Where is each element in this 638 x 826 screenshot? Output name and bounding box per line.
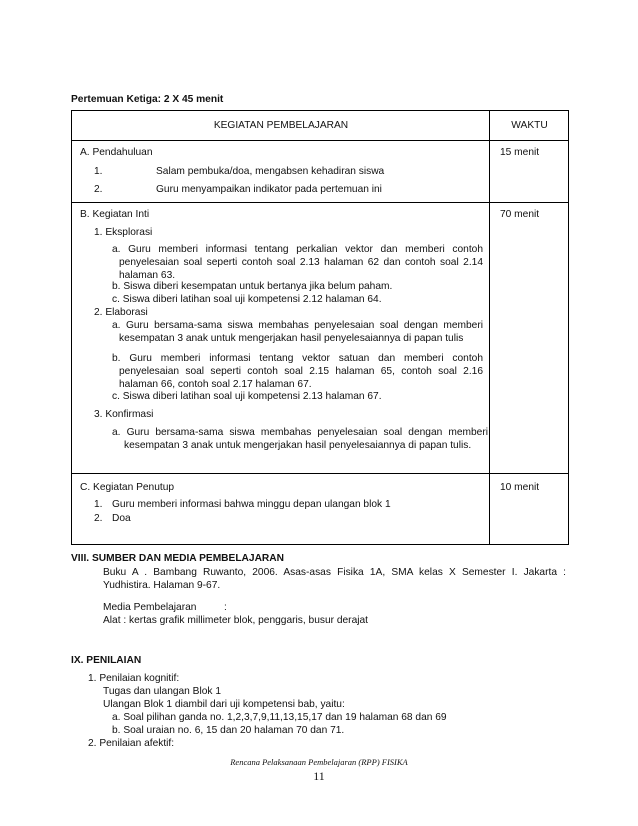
intro-item-text: Salam pembuka/doa, mengabsen kehadiran siswa [156, 166, 385, 177]
section9-item2: 2. Penilaian afektif: [88, 738, 175, 749]
section8-book-line1: Buku A . Bambang Ruwanto, 2006. Asas-asas Fisika 1A, SMA kelas X Semester I. Jakarta : [103, 567, 566, 578]
table-row-core [72, 203, 569, 474]
section9-item1-b-b: b. Soal uraian no. 6, 15 dan 20 halaman 70 dan 71. [112, 725, 345, 736]
intro-title: A. Pendahuluan [80, 147, 153, 158]
section8-media-label: Media Pembelajaran [103, 602, 197, 613]
intro-item-num: 1. [94, 166, 103, 177]
section9-item1-a: Tugas dan ulangan Blok 1 [103, 686, 221, 697]
page-number: 11 [313, 769, 325, 783]
header-time: WAKTU [511, 120, 548, 131]
section9-item1-b: Ulangan Blok 1 diambil dari uji kompetensi bab, yaitu: [103, 699, 345, 710]
section9-item1: 1. Penilaian kognitif: [88, 673, 180, 684]
closing-time: 10 menit [500, 482, 540, 493]
activity-table [71, 110, 569, 545]
section8-title: VIII. SUMBER DAN MEDIA PEMBELAJARAN [71, 553, 285, 564]
intro-item-text: Guru menyampaikan indikator pada pertemuan ini [156, 184, 382, 195]
closing-item-num: 1. [94, 499, 103, 510]
table-row-closing [72, 474, 569, 545]
core-exp-c: c. Siswa diberi latihan soal uji kompetensi 2.12 halaman 64. [112, 294, 382, 305]
closing-title: C. Kegiatan Penutup [80, 482, 175, 493]
section8-book-line2: Yudhistira. Halaman 9-67. [103, 580, 221, 591]
section9-item1-b-a: a. Soal pilihan ganda no. 1,2,3,7,9,11,13,15,17 dan 19 halaman 68 dan 69 [112, 712, 447, 723]
table-header-row [72, 111, 569, 141]
section8-media-colon: : [224, 602, 227, 613]
header-activity: KEGIATAN PEMBELAJARAN [213, 120, 349, 131]
core-exploration: 1. Eksplorasi [94, 227, 153, 238]
core-elab-c: c. Siswa diberi latihan soal uji kompetensi 2.13 halaman 67. [112, 391, 382, 402]
intro-item-num: 2. [94, 184, 103, 195]
meeting-title: Pertemuan Ketiga: 2 X 45 menit [71, 94, 224, 105]
core-title: B. Kegiatan Inti [80, 209, 150, 220]
footer-caption: Rencana Pelaksanaan Pembelajaran (RPP) FISIKA [230, 757, 408, 767]
table-row-intro [72, 141, 569, 203]
closing-item-num: 2. [94, 513, 103, 524]
core-exp-b: b. Siswa diberi kesempatan untuk bertanya jika belum paham. [112, 281, 393, 292]
core-time: 70 menit [500, 209, 540, 220]
closing-item-text: Doa [112, 513, 131, 524]
core-elab-a: a. Guru bersama-sama siswa membahas penyelesaian soal dengan memberi kesempatan 3 anak untuk mengerjakan hasil penyelesaiannya di papan tulis [112, 320, 483, 344]
core-exp-a: a. Guru memberi informasi tentang perkalian vektor dan memberi contoh penyelesaian soal seperti contoh soal 2.13 halaman 62 dan contoh soal 2.14 halaman 63. [112, 244, 483, 281]
core-elaboration: 2. Elaborasi [94, 307, 148, 318]
core-elab-b: b. Guru memberi informasi tentang vektor satuan dan memberi contoh penyelesaian soal seperti contoh soal 2.15 halaman 65, contoh soal 2.16 halaman 66, contoh soal 2.17 halaman 67. [112, 353, 483, 390]
intro-time: 15 menit [500, 147, 540, 158]
section8-tools: Alat : kertas grafik millimeter blok, penggaris, busur derajat [103, 615, 368, 626]
core-confirmation: 3. Konfirmasi [94, 409, 154, 420]
closing-item-text: Guru memberi informasi bahwa minggu depan ulangan blok 1 [112, 499, 391, 510]
section9-title: IX. PENILAIAN [71, 655, 142, 666]
core-conf-a: a. Guru bersama-sama siswa membahas penyelesaian soal dengan memberi kesempatan 3 anak untuk mengerjakan hasil penyelesaiannya di papan tulis. [112, 427, 488, 451]
